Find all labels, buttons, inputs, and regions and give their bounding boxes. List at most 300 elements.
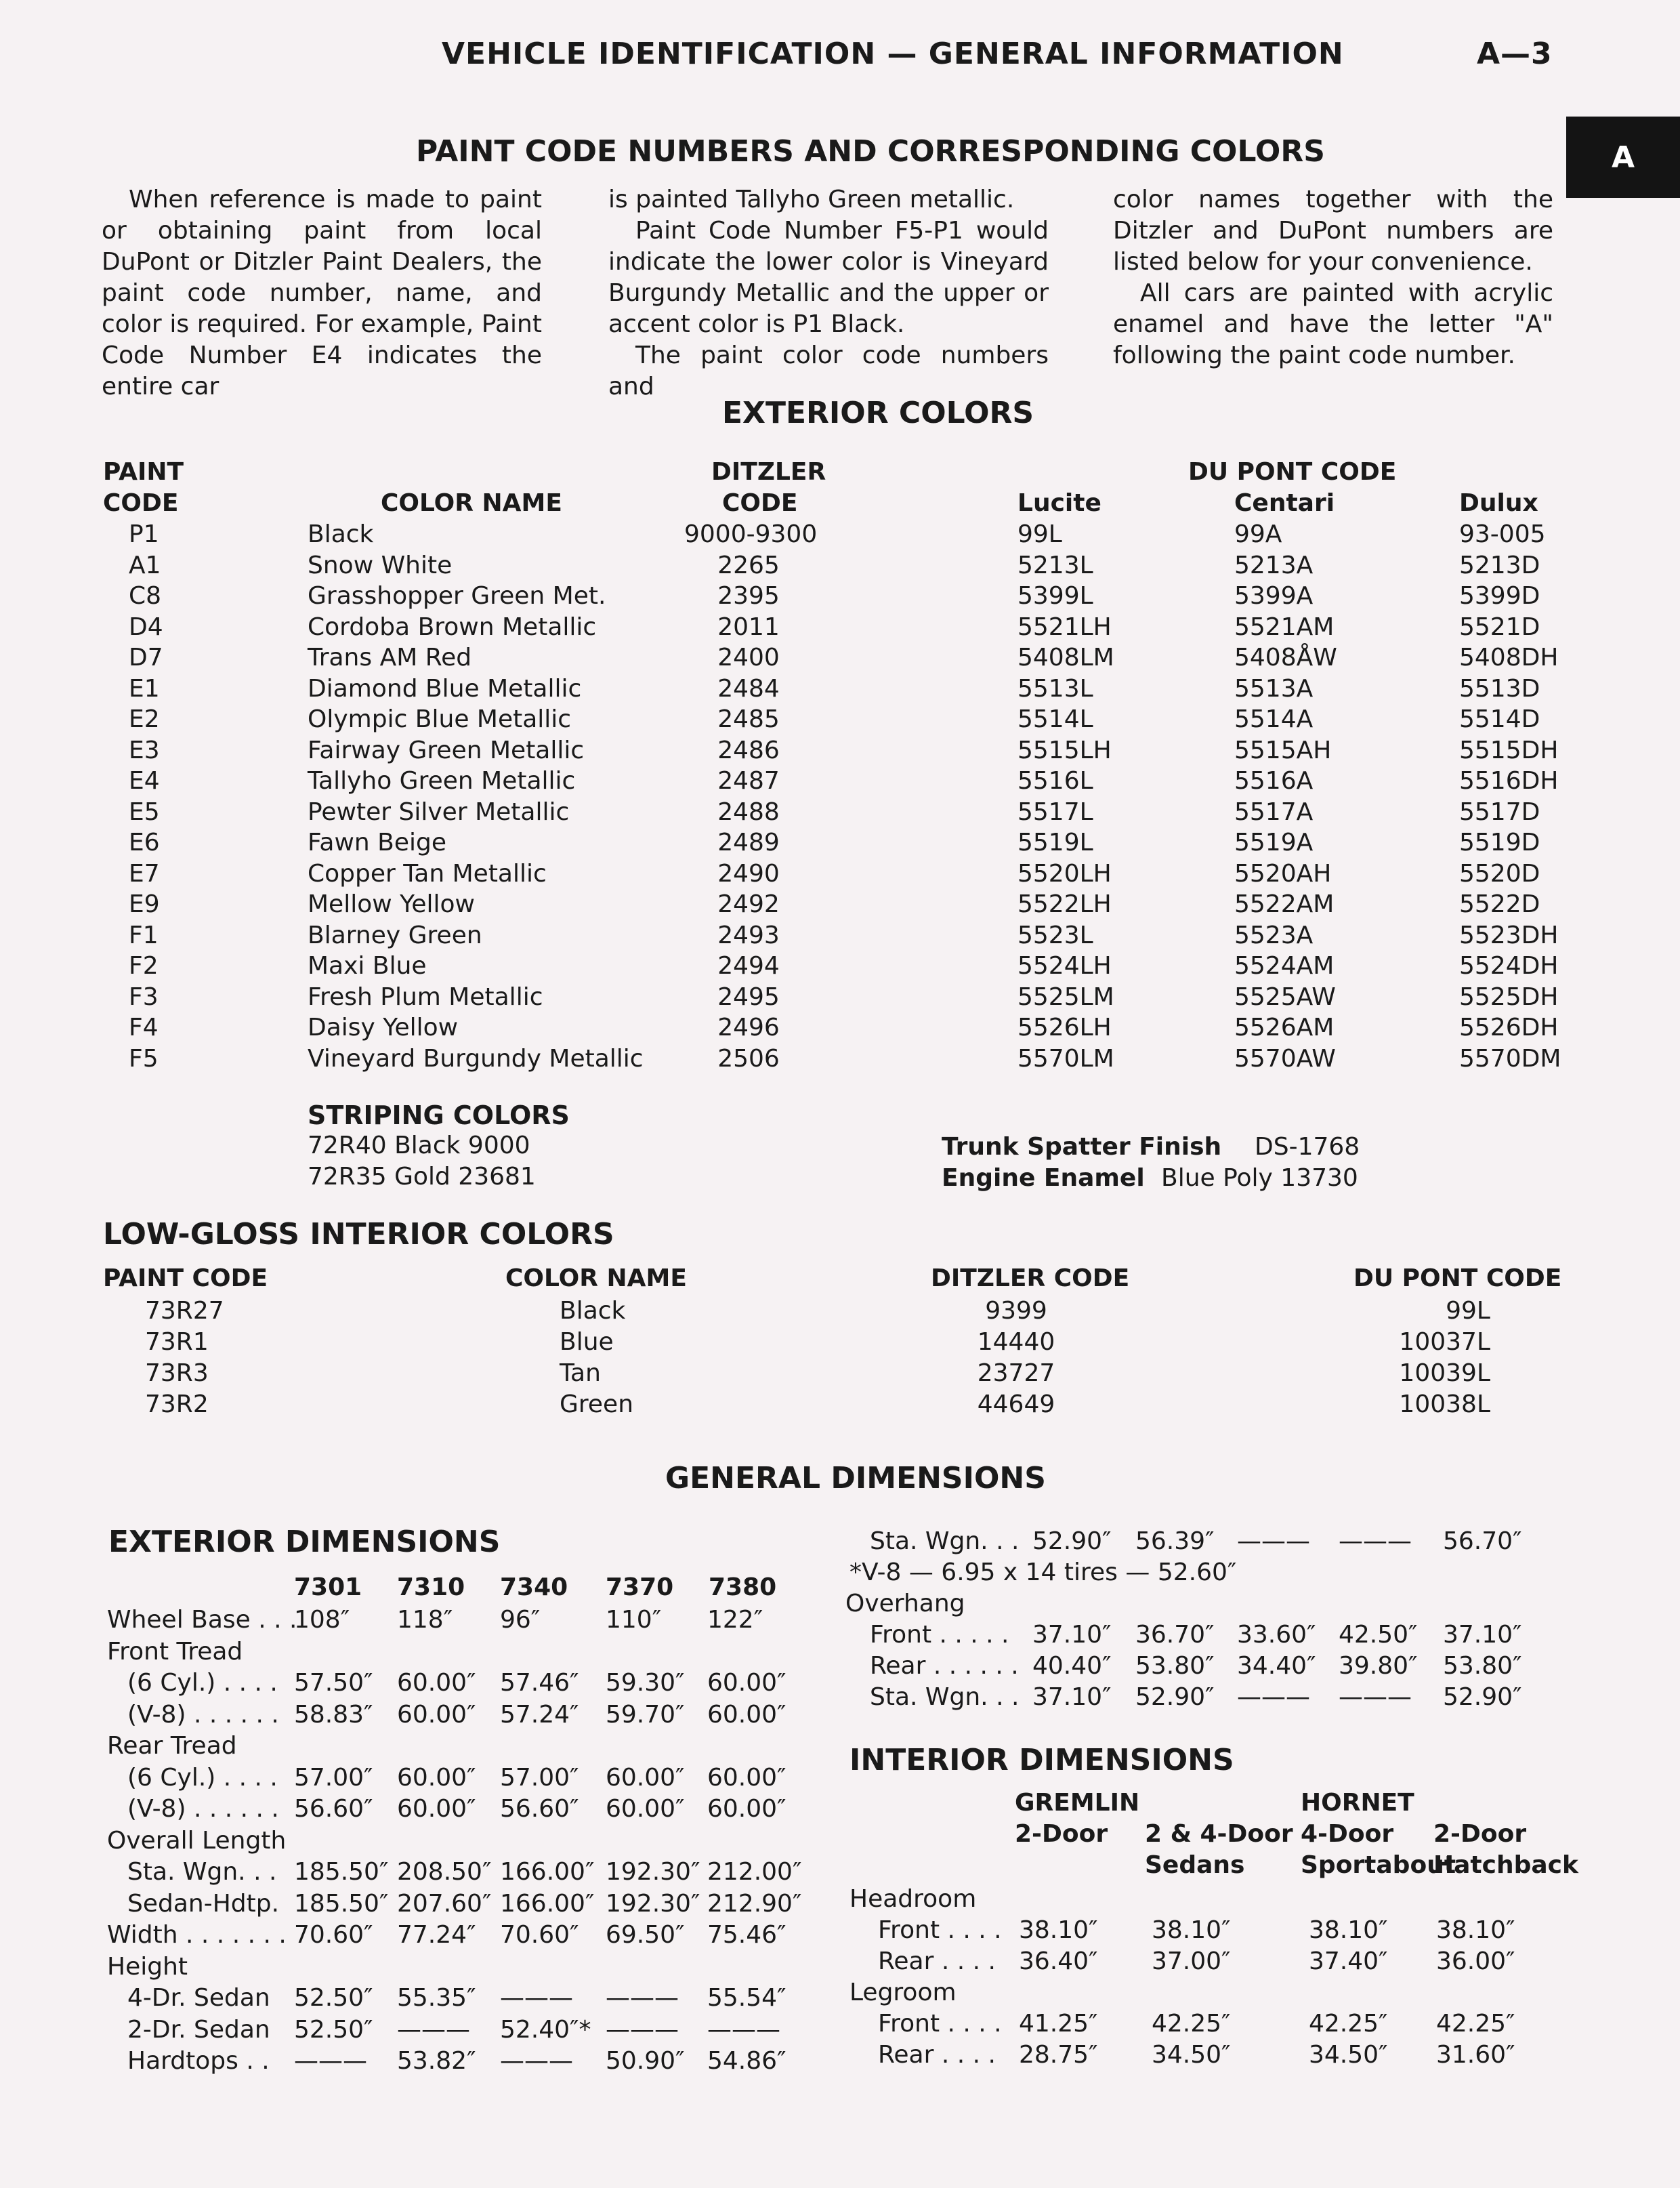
dimension-value: 166.00″: [500, 1858, 595, 1886]
engine-enamel-value: Blue Poly 13730: [1161, 1164, 1358, 1192]
dimension-value: 208.50″: [397, 1858, 492, 1886]
ditzler-code: 2492: [717, 890, 780, 918]
header-code: CODE: [103, 489, 179, 517]
interior-column-header: Hatchback: [1433, 1851, 1578, 1879]
dimension-value: 50.90″: [606, 2047, 685, 2075]
paint-codes-title: PAINT CODE NUMBERS AND CORRESPONDING COLORS: [416, 134, 1325, 169]
dimension-label: Rear Tread: [107, 1732, 237, 1760]
table-row: [0, 797, 1680, 828]
dimension-label: Wheel Base . . .: [107, 1606, 297, 1634]
dimension-value: 60.00″: [606, 1763, 685, 1792]
table-row: [0, 519, 1680, 550]
dimension-value: 60.00″: [397, 1700, 476, 1729]
dulux-code: 5522D: [1459, 890, 1540, 918]
table-row: [0, 1296, 1680, 1327]
header-ditzler-code: CODE: [722, 489, 798, 517]
dulux-code: 5519D: [1459, 829, 1540, 856]
dimension-value: 52.50″: [294, 2015, 373, 2044]
ditzler-code: 2493: [717, 921, 780, 949]
header-ditzler: DITZLER: [711, 458, 826, 486]
interior-column-header: HORNET: [1301, 1789, 1414, 1817]
dimension-value: 41.25″: [1019, 2010, 1098, 2038]
dimension-value: 53.80″: [1443, 1652, 1522, 1680]
dulux-code: 5513D: [1459, 674, 1540, 703]
lucite-code: 99L: [1017, 520, 1062, 548]
dulux-code: 5516DH: [1459, 767, 1559, 795]
dimension-value: 212.00″: [707, 1858, 802, 1886]
interior-column-header: GREMLIN: [1015, 1789, 1140, 1817]
intro-paragraph: Paint Code Number F5-P1 would indicate the lower color is Vineyard Burgundy Metallic and the upper or accent color is P1 Black.: [608, 217, 1049, 338]
dimension-label: (6 Cyl.) . . . .: [127, 1763, 278, 1792]
paint-code: 73R3: [145, 1359, 209, 1387]
engine-enamel-label: Engine Enamel: [942, 1164, 1145, 1192]
centari-code: 5523A: [1234, 921, 1314, 949]
table-row: [0, 1526, 1680, 1557]
dimension-label: (6 Cyl.) . . . .: [127, 1669, 278, 1697]
color-name: Tan: [560, 1359, 601, 1387]
dimension-value: 37.40″: [1309, 1947, 1388, 1975]
dimension-label: Sta. Wgn. . .: [870, 1683, 1020, 1711]
dimension-label: Sta. Wgn. . .: [127, 1858, 277, 1886]
dimension-value: 56.70″: [1443, 1527, 1522, 1555]
interior-column-header: 2 & 4-Door: [1145, 1820, 1293, 1848]
dulux-code: 5521D: [1459, 613, 1540, 641]
table-row: [0, 889, 1680, 920]
paint-code: E7: [129, 859, 160, 888]
lucite-code: 5525LM: [1017, 983, 1114, 1011]
centari-code: 5517A: [1234, 798, 1314, 826]
table-row: [0, 550, 1680, 581]
centari-code: 5408ÅW: [1234, 644, 1337, 672]
interior-column-header: 4-Door: [1301, 1820, 1394, 1848]
dimension-label: (V-8) . . . . . .: [127, 1700, 279, 1729]
lucite-code: 5408LM: [1017, 644, 1114, 672]
model-number: 7310: [397, 1573, 465, 1601]
table-row: [0, 1044, 1680, 1075]
page-header-title: VEHICLE IDENTIFICATION — GENERAL INFORMATION: [442, 37, 1344, 71]
header-dupont-code: DU PONT CODE: [1188, 458, 1397, 486]
centari-code: 5522AM: [1234, 890, 1335, 918]
dimension-value: 108″: [294, 1606, 350, 1634]
interior-dimensions-title: INTERIOR DIMENSIONS: [849, 1743, 1234, 1777]
dulux-code: 5570DM: [1459, 1044, 1561, 1073]
interior-column-header: Sedans: [1145, 1851, 1245, 1879]
color-name: Olympic Blue Metallic: [308, 705, 572, 733]
ditzler-code: 2265: [717, 551, 780, 579]
color-name: Grasshopper Green Met.: [308, 582, 606, 610]
color-name: Blue: [560, 1328, 614, 1356]
interior-column-header: 2-Door: [1015, 1820, 1108, 1848]
dimension-value: 36.00″: [1436, 1947, 1515, 1975]
interior-column-header: 2-Door: [1433, 1820, 1527, 1848]
table-row: [0, 1915, 1680, 1946]
intro-paragraph: color names together with the Ditzler and DuPont numbers are listed below for your convenience.: [1113, 186, 1553, 276]
interior-header-row: [0, 1850, 1680, 1881]
lucite-code: 5213L: [1017, 551, 1093, 579]
centari-code: 5399A: [1234, 582, 1314, 610]
table-row: [0, 920, 1680, 951]
model-number: 7380: [709, 1573, 777, 1601]
dulux-code: 5523DH: [1459, 921, 1559, 949]
dimension-value: 57.50″: [294, 1669, 373, 1697]
color-name: Diamond Blue Metallic: [308, 674, 582, 703]
header-color-name: COLOR NAME: [381, 489, 562, 517]
color-name: Black: [560, 1297, 626, 1325]
dimension-value: ———: [606, 2015, 679, 2044]
dimension-value: 192.30″: [606, 1858, 700, 1886]
intro-paragraph: All cars are painted with acrylic enamel and have the letter "A" following the paint code number.: [1113, 279, 1553, 369]
striping-item: 72R40 Black 9000: [308, 1132, 530, 1159]
paint-code: D7: [129, 644, 163, 672]
color-name: Copper Tan Metallic: [308, 859, 547, 888]
dimension-value: 38.10″: [1152, 1916, 1231, 1944]
interior-column-header: Sportabout: [1301, 1851, 1456, 1879]
dupont-code: 10039L: [1399, 1359, 1490, 1387]
dimension-value: ———: [606, 1984, 679, 2012]
table-row: [0, 612, 1680, 643]
table-row: [0, 1977, 1680, 2008]
dulux-code: 5399D: [1459, 582, 1540, 610]
dimension-value: 166.00″: [500, 1889, 595, 1918]
table-row: [0, 704, 1680, 735]
dimension-value: 60.00″: [397, 1763, 476, 1792]
color-name: Vineyard Burgundy Metallic: [308, 1044, 644, 1073]
dimension-value: 53.80″: [1135, 1652, 1215, 1680]
paint-code: E2: [129, 705, 160, 733]
dimension-label: Front Tread: [107, 1637, 243, 1666]
dimension-value: 54.86″: [707, 2047, 786, 2075]
header-dulux: Dulux: [1459, 489, 1538, 517]
table-row: [0, 827, 1680, 859]
header-lucite: Lucite: [1017, 489, 1101, 517]
ditzler-code: 2395: [717, 582, 780, 610]
dulux-code: 5517D: [1459, 798, 1540, 826]
model-number: 7340: [500, 1573, 568, 1601]
ditzler-code: 23727: [977, 1359, 1055, 1387]
ditzler-code: 9000-9300: [684, 520, 818, 548]
trunk-spatter-label: Trunk Spatter Finish: [942, 1133, 1222, 1161]
dimension-value: 110″: [606, 1606, 662, 1634]
dimension-value: 207.60″: [397, 1889, 492, 1918]
striping-item: 72R35 Gold 23681: [308, 1163, 536, 1191]
dimension-value: 42.25″: [1152, 2010, 1231, 2038]
ditzler-code: 2486: [717, 736, 780, 764]
table-row: [0, 1884, 1680, 1915]
color-name: Green: [560, 1390, 634, 1418]
lucite-code: 5519L: [1017, 829, 1093, 856]
dimension-label: Height: [107, 1952, 188, 1981]
intro-paragraph: is painted Tallyho Green metallic.: [608, 186, 1015, 213]
dimension-label: Sedan-Hdtp.: [127, 1889, 280, 1918]
dimension-value: 122″: [707, 1606, 763, 1634]
color-name: Trans AM Red: [308, 644, 472, 672]
intro-column-1: [102, 184, 542, 402]
dimension-value: 212.90″: [707, 1889, 802, 1918]
lg-header-dupont: DU PONT CODE: [1353, 1264, 1562, 1292]
centari-code: 5521AM: [1234, 613, 1335, 641]
dimension-value: 56.60″: [294, 1795, 373, 1823]
header-paint: PAINT: [103, 458, 184, 486]
table-row: [0, 951, 1680, 982]
lucite-code: 5516L: [1017, 767, 1093, 795]
table-row: [0, 1389, 1680, 1420]
dimension-value: 52.40″*: [500, 2015, 591, 2044]
centari-code: 5524AM: [1234, 952, 1335, 980]
dimension-value: 58.83″: [294, 1700, 373, 1729]
paint-code: P1: [129, 520, 159, 548]
centari-code: 5520AH: [1234, 859, 1332, 888]
dimension-label: 4-Dr. Sedan: [127, 1984, 270, 2012]
dulux-code: 5525DH: [1459, 983, 1559, 1011]
dimension-value: 96″: [500, 1606, 541, 1634]
model-number: 7370: [606, 1573, 674, 1601]
dimension-value: 37.10″: [1032, 1621, 1112, 1649]
dimension-value: 57.00″: [500, 1763, 579, 1792]
dimension-value: ———: [500, 2047, 573, 2075]
color-name: Fawn Beige: [308, 829, 447, 856]
paint-code: A1: [129, 551, 161, 579]
paint-code: 73R1: [145, 1328, 209, 1356]
color-name: Tallyho Green Metallic: [308, 767, 576, 795]
dimension-value: 77.24″: [397, 1921, 476, 1949]
dimension-value: 60.00″: [707, 1795, 786, 1823]
centari-code: 5519A: [1234, 829, 1314, 856]
ditzler-code: 2496: [717, 1014, 780, 1041]
color-name: Fairway Green Metallic: [308, 736, 585, 764]
centari-code: 5513A: [1234, 674, 1314, 703]
dimension-value: 34.50″: [1309, 2041, 1388, 2069]
paint-code: E1: [129, 674, 160, 703]
dimension-value: 118″: [397, 1606, 453, 1634]
dimension-value: 59.30″: [606, 1669, 685, 1697]
dimension-value: 37.00″: [1152, 1947, 1231, 1975]
dimension-label: Rear . . . .: [878, 2041, 996, 2069]
table-row: [0, 1012, 1680, 1044]
lucite-code: 5570LM: [1017, 1044, 1114, 1073]
dimension-value: 56.39″: [1135, 1527, 1215, 1555]
dimension-label: 2-Dr. Sedan: [127, 2015, 270, 2044]
dimension-label: Rear . . . . . .: [870, 1652, 1019, 1680]
dulux-code: 5524DH: [1459, 952, 1559, 980]
table-row: [0, 859, 1680, 890]
dimension-value: ———: [294, 2047, 367, 2075]
ditzler-code: 2495: [717, 983, 780, 1011]
dimension-value: 38.10″: [1309, 1916, 1388, 1944]
lucite-code: 5399L: [1017, 582, 1093, 610]
dimension-value: 57.24″: [500, 1700, 579, 1729]
dulux-code: 5515DH: [1459, 736, 1559, 764]
dimension-value: 59.70″: [606, 1700, 685, 1729]
centari-code: 5213A: [1234, 551, 1314, 579]
paint-code: F4: [129, 1014, 159, 1041]
dimension-label: Width . . . . . . .: [107, 1921, 287, 1949]
ditzler-code: 2490: [717, 859, 780, 888]
dimension-value: 37.10″: [1443, 1621, 1522, 1649]
page-number: A—3: [1477, 37, 1553, 71]
dimension-value: 52.90″: [1443, 1683, 1522, 1711]
table-row: [0, 642, 1680, 674]
intro-paragraph: When reference is made to paint or obtaining paint from local DuPont or Ditzler Paint Dealers, the paint code number, name, and color is required. For example, Paint Code Number E4 indicates the entire car: [102, 186, 542, 400]
lucite-code: 5521LH: [1017, 613, 1112, 641]
color-name: Fresh Plum Metallic: [308, 983, 543, 1011]
color-name: Cordoba Brown Metallic: [308, 613, 597, 641]
table-row: [0, 2040, 1680, 2071]
lg-header-color-name: COLOR NAME: [505, 1264, 687, 1292]
ditzler-code: 2506: [717, 1044, 780, 1073]
dimension-label: Legroom: [849, 1979, 957, 2006]
dimension-label: Front . . . . .: [870, 1621, 1009, 1649]
lucite-code: 5515LH: [1017, 736, 1112, 764]
dimension-label: Front . . . .: [878, 2010, 1002, 2038]
ditzler-code: 2488: [717, 798, 780, 826]
exterior-dimensions-title: EXTERIOR DIMENSIONS: [108, 1525, 501, 1559]
lucite-code: 5526LH: [1017, 1014, 1112, 1041]
dimension-value: 192.30″: [606, 1889, 700, 1918]
centari-code: 5516A: [1234, 767, 1314, 795]
general-dimensions-title: GENERAL DIMENSIONS: [665, 1461, 1046, 1495]
dupont-code: 10038L: [1399, 1390, 1490, 1418]
dimension-value: ———: [1339, 1683, 1412, 1711]
lucite-code: 5514L: [1017, 705, 1093, 733]
dimension-label: Overall Length: [107, 1826, 287, 1855]
dimension-value: 42.25″: [1436, 2010, 1515, 2038]
dupont-code: 10037L: [1399, 1328, 1490, 1356]
ditzler-code: 2489: [717, 829, 780, 856]
dupont-code: 99L: [1446, 1297, 1490, 1325]
lg-header-ditzler: DITZLER CODE: [931, 1264, 1130, 1292]
dimension-value: 38.10″: [1436, 1916, 1515, 1944]
intro-column-2: [608, 184, 1049, 402]
trunk-spatter-value: DS-1768: [1255, 1133, 1360, 1161]
dimension-value: 40.40″: [1032, 1652, 1112, 1680]
dimension-label: Sta. Wgn. . .: [870, 1527, 1020, 1555]
dimension-value: 60.00″: [397, 1795, 476, 1823]
dimension-label: Front . . . .: [878, 1916, 1002, 1944]
table-row: [0, 1731, 1680, 1762]
dimension-value: 38.10″: [1019, 1916, 1098, 1944]
intro-column-3: [1113, 184, 1553, 371]
ditzler-code: 44649: [977, 1390, 1055, 1418]
ditzler-code: 2484: [717, 674, 780, 703]
dimension-value: 34.40″: [1237, 1652, 1316, 1680]
dulux-code: 5526DH: [1459, 1014, 1559, 1041]
dimension-value: ———: [500, 1984, 573, 2012]
dimension-value: 52.90″: [1032, 1527, 1112, 1555]
dimension-value: 31.60″: [1436, 2041, 1515, 2069]
dulux-code: 5213D: [1459, 551, 1540, 579]
dimension-label: (V-8) . . . . . .: [127, 1795, 279, 1823]
interior-header-row: [0, 1819, 1680, 1850]
dimension-value: ———: [1339, 1527, 1412, 1555]
centari-code: 5515AH: [1234, 736, 1332, 764]
paint-code: E9: [129, 890, 160, 918]
centari-code: 99A: [1234, 520, 1282, 548]
dimension-value: 57.46″: [500, 1669, 579, 1697]
table-row: [0, 1588, 1680, 1619]
ditzler-code: 2494: [717, 952, 780, 980]
intro-paragraph: The paint color code numbers and: [608, 342, 1049, 400]
dimension-label: Overhang: [845, 1590, 965, 1617]
color-name: Snow White: [308, 551, 453, 579]
dimension-value: 60.00″: [707, 1763, 786, 1792]
centari-code: 5526AM: [1234, 1014, 1335, 1041]
dimension-value: 60.00″: [707, 1669, 786, 1697]
lucite-code: 5523L: [1017, 921, 1093, 949]
dimension-value: 60.00″: [707, 1700, 786, 1729]
dimension-value: 60.00″: [606, 1795, 685, 1823]
header-centari: Centari: [1234, 489, 1335, 517]
color-name: Mellow Yellow: [308, 890, 475, 918]
dimension-value: ———: [1237, 1683, 1310, 1711]
table-row: [0, 982, 1680, 1013]
paint-code: E6: [129, 829, 160, 856]
paint-code: E3: [129, 736, 160, 764]
dimension-label: Headroom: [849, 1885, 977, 1913]
table-row: [0, 1619, 1680, 1651]
dimension-value: 39.80″: [1339, 1652, 1418, 1680]
color-name: Black: [308, 520, 374, 548]
dimension-value: 75.46″: [707, 1921, 786, 1949]
dimension-value: 69.50″: [606, 1921, 685, 1949]
centari-code: 5570AW: [1234, 1044, 1336, 1073]
paint-code: C8: [129, 582, 162, 610]
dimension-value: ———: [707, 2015, 780, 2044]
striping-colors-title: STRIPING COLORS: [308, 1100, 570, 1130]
lucite-code: 5513L: [1017, 674, 1093, 703]
dimension-value: 52.90″: [1135, 1683, 1215, 1711]
color-name: Maxi Blue: [308, 952, 427, 980]
lucite-code: 5522LH: [1017, 890, 1112, 918]
ditzler-code: 2400: [717, 644, 780, 672]
table-row: [0, 674, 1680, 705]
dimension-value: ———: [397, 2015, 470, 2044]
lucite-code: 5517L: [1017, 798, 1093, 826]
model-number: 7301: [294, 1573, 362, 1601]
dimension-value: ———: [1237, 1527, 1310, 1555]
dimension-value: 42.25″: [1309, 2010, 1388, 2038]
dulux-code: 5408DH: [1459, 644, 1559, 672]
centari-code: 5525AW: [1234, 983, 1336, 1011]
table-row: [0, 735, 1680, 766]
interior-header-row: [0, 1788, 1680, 1819]
paint-code: D4: [129, 613, 163, 641]
ditzler-code: 14440: [977, 1328, 1055, 1356]
ditzler-code: 2485: [717, 705, 780, 733]
dimension-label: Hardtops . .: [127, 2047, 270, 2075]
dimension-value: 34.50″: [1152, 2041, 1231, 2069]
dimension-value: 36.40″: [1019, 1947, 1098, 1975]
dimension-value: 53.82″: [397, 2047, 476, 2075]
ditzler-code: 2011: [717, 613, 780, 641]
table-row: [0, 1946, 1680, 1977]
ditzler-code: 9399: [985, 1297, 1047, 1325]
centari-code: 5514A: [1234, 705, 1314, 733]
paint-code: F1: [129, 921, 159, 949]
dimension-value: 55.35″: [397, 1984, 476, 2012]
dulux-code: 5514D: [1459, 705, 1540, 733]
lg-header-paint-code: PAINT CODE: [103, 1264, 268, 1292]
table-row: [0, 766, 1680, 797]
dimension-value: 33.60″: [1237, 1621, 1316, 1649]
dimension-value: 55.54″: [707, 1984, 786, 2012]
dimension-value: 57.00″: [294, 1763, 373, 1792]
paint-code: F2: [129, 952, 159, 980]
exterior-colors-title: EXTERIOR COLORS: [722, 396, 1034, 430]
table-row: [0, 2008, 1680, 2040]
section-tab: A: [1566, 117, 1680, 198]
lucite-code: 5520LH: [1017, 859, 1112, 888]
table-row: [0, 1327, 1680, 1358]
